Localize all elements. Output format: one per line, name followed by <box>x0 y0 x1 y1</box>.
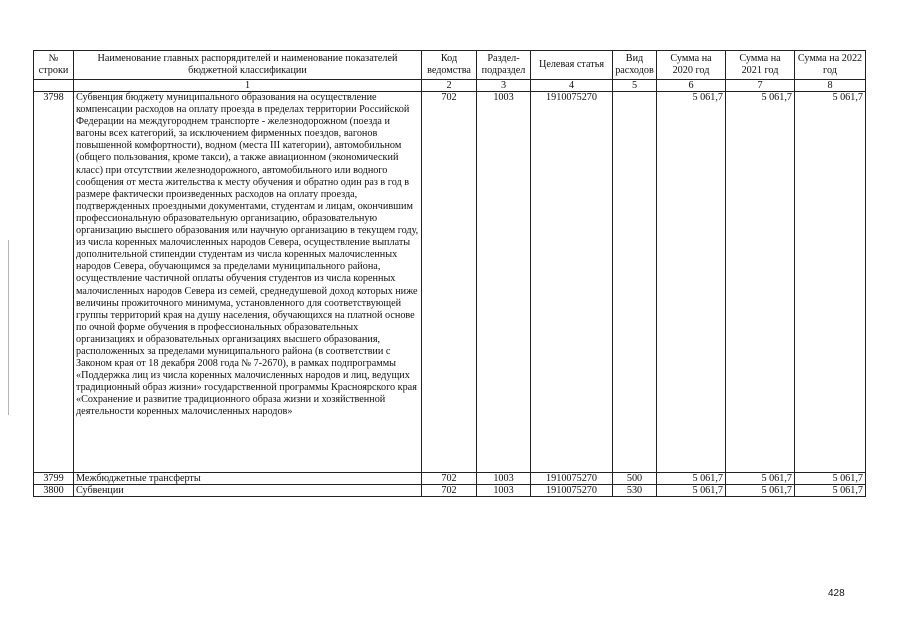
row-line-number: 3798 <box>34 92 74 473</box>
row-sum-2020: 5 061,7 <box>657 485 726 497</box>
header-target-article: Целевая статья <box>531 51 613 80</box>
column-number: 8 <box>795 80 866 92</box>
row-target-article: 1910075270 <box>531 92 613 473</box>
table-row <box>34 485 866 497</box>
header-name: Наименование главных распорядителей и наименование показателей бюджетной классификации <box>74 51 422 80</box>
row-section: 1003 <box>477 92 531 473</box>
row-section: 1003 <box>477 485 531 497</box>
row-sum-2020: 5 061,7 <box>657 473 726 485</box>
header-dept-code: Код ведомства <box>422 51 477 80</box>
table-row <box>34 92 866 473</box>
row-section: 1003 <box>477 473 531 485</box>
column-numbers-row <box>34 80 866 92</box>
column-number: 5 <box>613 80 657 92</box>
row-sum-2020: 5 061,7 <box>657 92 726 473</box>
header-line-number: № строки <box>34 51 74 80</box>
row-sum-2022: 5 061,7 <box>795 92 866 473</box>
budget-table <box>33 50 866 497</box>
table-header-row <box>34 51 866 80</box>
column-number: 6 <box>657 80 726 92</box>
table-row <box>34 473 866 485</box>
row-expense-type <box>613 92 657 473</box>
row-sum-2022: 5 061,7 <box>795 473 866 485</box>
column-number: 7 <box>726 80 795 92</box>
row-sum-2022: 5 061,7 <box>795 485 866 497</box>
column-number: 4 <box>531 80 613 92</box>
row-sum-2021: 5 061,7 <box>726 92 795 473</box>
row-line-number: 3799 <box>34 473 74 485</box>
column-number <box>34 80 74 92</box>
column-number: 3 <box>477 80 531 92</box>
header-expense-type: Вид расходов <box>613 51 657 80</box>
row-name: Субвенция бюджету муниципального образования на осуществление компенсации расходов на оплату проезда в пределах территории Российской Федерации на междугороднем транспорте - железнодорожном (поезда и вагоны всех категорий, за исключением фирменных поездов, вагонов повышенной комфортности), водном (места III категории), автомобильном (общего пользования, кроме такси), а также авиационном (экономический класс) при отсутствии железнодорожного, автомобильного или водного сообщения от места жительства к месту обучения и обратно один раз в год в размере фактически произведенных расходов на оплату проезда, подтвержденных проездными документами, студентам и лицам, окончившим профессиональную образовательную организацию, образовательную организацию высшего образования или научную организацию в текущем году, из числа коренных малочисленных народов Севера, осуществление выплаты дополнительной стипендии студентам из числа коренных малочисленных народов Севера, обучающимся за пределами муниципального района, осуществление частичной оплаты обучения студентов из числа коренных малочисленных народов Севера из семей, среднедушевой доход которых ниже величины прожиточного минимума, установленного для соответствующей группы территорий края на душу населения, обучающихся на платной основе по очной форме обучения в профессиональных образовательных организациях и образовательных организациях высшего образования, расположенных за пределами муниципального района (в соответствии с Законом края от 18 декабря 2008 года № 7-2670), в рамках подпрограммы «Поддержка лиц из числа коренных малочисленных народов и лиц, ведущих традиционный образ жизни» государственной программы Красноярского края «Сохранение и развитие традиционного образа жизни и хозяйственной деятельности коренных малочисленных народов» <box>74 92 422 473</box>
row-target-article: 1910075270 <box>531 485 613 497</box>
row-line-number: 3800 <box>34 485 74 497</box>
header-sum-2022: Сумма на 2022 год <box>795 51 866 80</box>
scan-margin-line <box>8 240 9 415</box>
column-number: 1 <box>74 80 422 92</box>
row-name: Субвенции <box>74 485 422 497</box>
column-number: 2 <box>422 80 477 92</box>
row-target-article: 1910075270 <box>531 473 613 485</box>
header-sum-2021: Сумма на 2021 год <box>726 51 795 80</box>
header-sum-2020: Сумма на 2020 год <box>657 51 726 80</box>
row-expense-type: 500 <box>613 473 657 485</box>
row-dept-code: 702 <box>422 92 477 473</box>
header-section: Раздел-подраздел <box>477 51 531 80</box>
row-dept-code: 702 <box>422 473 477 485</box>
row-sum-2021: 5 061,7 <box>726 485 795 497</box>
row-dept-code: 702 <box>422 485 477 497</box>
row-name: Межбюджетные трансферты <box>74 473 422 485</box>
row-expense-type: 530 <box>613 485 657 497</box>
page-number: 428 <box>828 588 845 599</box>
row-sum-2021: 5 061,7 <box>726 473 795 485</box>
